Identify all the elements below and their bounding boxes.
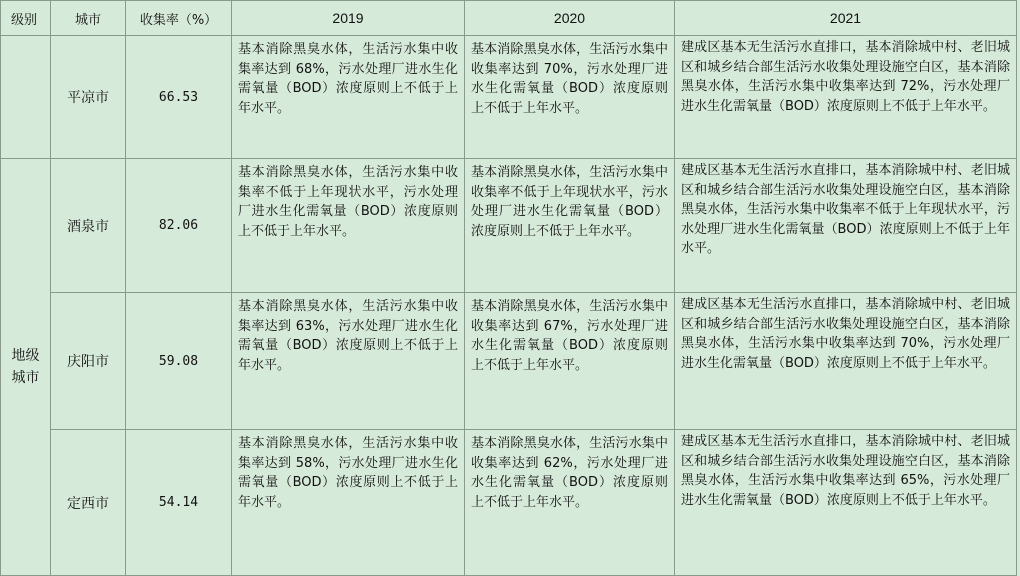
- table-row: [1, 293, 1017, 430]
- header-2020: 2020: [465, 1, 675, 36]
- city-cell: 定西市: [51, 430, 126, 576]
- table-row: [1, 36, 1017, 159]
- header-rate: 收集率（%）: [126, 1, 232, 36]
- city-cell: 庆阳市: [51, 293, 126, 430]
- header-2021: 2021: [675, 1, 1017, 36]
- level-cell: [1, 159, 51, 576]
- target-2021-cell: 建成区基本无生活污水直排口，基本消除城中村、老旧城区和城乡结合部生活污水收集处理设施空白区，基本消除黑臭水体，生活污水集中收集率达到 72%，污水处理厂进水生化需氧量（BOD）浓度原则上不低于上年水平。: [675, 36, 1017, 159]
- target-2019-cell: 基本消除黑臭水体，生活污水集中收集率达到 58%，污水处理厂进水生化需氧量（BOD）浓度原则上不低于上年水平。: [232, 430, 465, 576]
- target-2021-cell: 建成区基本无生活污水直排口，基本消除城中村、老旧城区和城乡结合部生活污水收集处理设施空白区，基本消除黑臭水体，生活污水集中收集率达到 70%，污水处理厂进水生化需氧量（BOD）浓度原则上不低于上年水平。: [675, 293, 1017, 430]
- rate-cell: 54.14: [126, 430, 232, 576]
- city-cell: 平凉市: [51, 36, 126, 159]
- target-2019-cell: 基本消除黑臭水体，生活污水集中收集率达到 68%，污水处理厂进水生化需氧量（BOD）浓度原则上不低于上年水平。: [232, 36, 465, 159]
- header-level: 级别: [1, 1, 51, 36]
- table-row: [1, 159, 1017, 293]
- table-header-row: [1, 1, 1017, 36]
- target-2020-cell: 基本消除黑臭水体，生活污水集中收集率达到 67%，污水处理厂进水生化需氧量（BOD）浓度原则上不低于上年水平。: [465, 293, 675, 430]
- rate-cell: 59.08: [126, 293, 232, 430]
- table-row: [1, 430, 1017, 576]
- target-2020-cell: 基本消除黑臭水体，生活污水集中收集率达到 70%，污水处理厂进水生化需氧量（BOD）浓度原则上不低于上年水平。: [465, 36, 675, 159]
- target-2021-cell: 建成区基本无生活污水直排口，基本消除城中村、老旧城区和城乡结合部生活污水收集处理设施空白区，基本消除黑臭水体，生活污水集中收集率达到 65%，污水处理厂进水生化需氧量（BOD）浓度原则上不低于上年水平。: [675, 430, 1017, 576]
- rate-cell: 82.06: [126, 159, 232, 293]
- level-label: 地级城市: [11, 348, 40, 386]
- target-2019-cell: 基本消除黑臭水体，生活污水集中收集率不低于上年现状水平，污水处理厂进水生化需氧量（BOD）浓度原则上不低于上年水平。: [232, 159, 465, 293]
- target-2021-cell: 建成区基本无生活污水直排口，基本消除城中村、老旧城区和城乡结合部生活污水收集处理设施空白区，基本消除黑臭水体，生活污水集中收集率不低于上年现状水平，污水处理厂进水生化需氧量（BOD）浓度原则上不低于上年水平。: [675, 159, 1017, 293]
- rate-cell: 66.53: [126, 36, 232, 159]
- header-city: 城市: [51, 1, 126, 36]
- target-2019-cell: 基本消除黑臭水体，生活污水集中收集率达到 63%，污水处理厂进水生化需氧量（BOD）浓度原则上不低于上年水平。: [232, 293, 465, 430]
- target-2020-cell: 基本消除黑臭水体，生活污水集中收集率达到 62%，污水处理厂进水生化需氧量（BOD）浓度原则上不低于上年水平。: [465, 430, 675, 576]
- target-2020-cell: 基本消除黑臭水体，生活污水集中收集率不低于上年现状水平，污水处理厂进水生化需氧量（BOD）浓度原则上不低于上年水平。: [465, 159, 675, 293]
- header-2019: 2019: [232, 1, 465, 36]
- level-cell-empty: [1, 36, 51, 159]
- city-cell: 酒泉市: [51, 159, 126, 293]
